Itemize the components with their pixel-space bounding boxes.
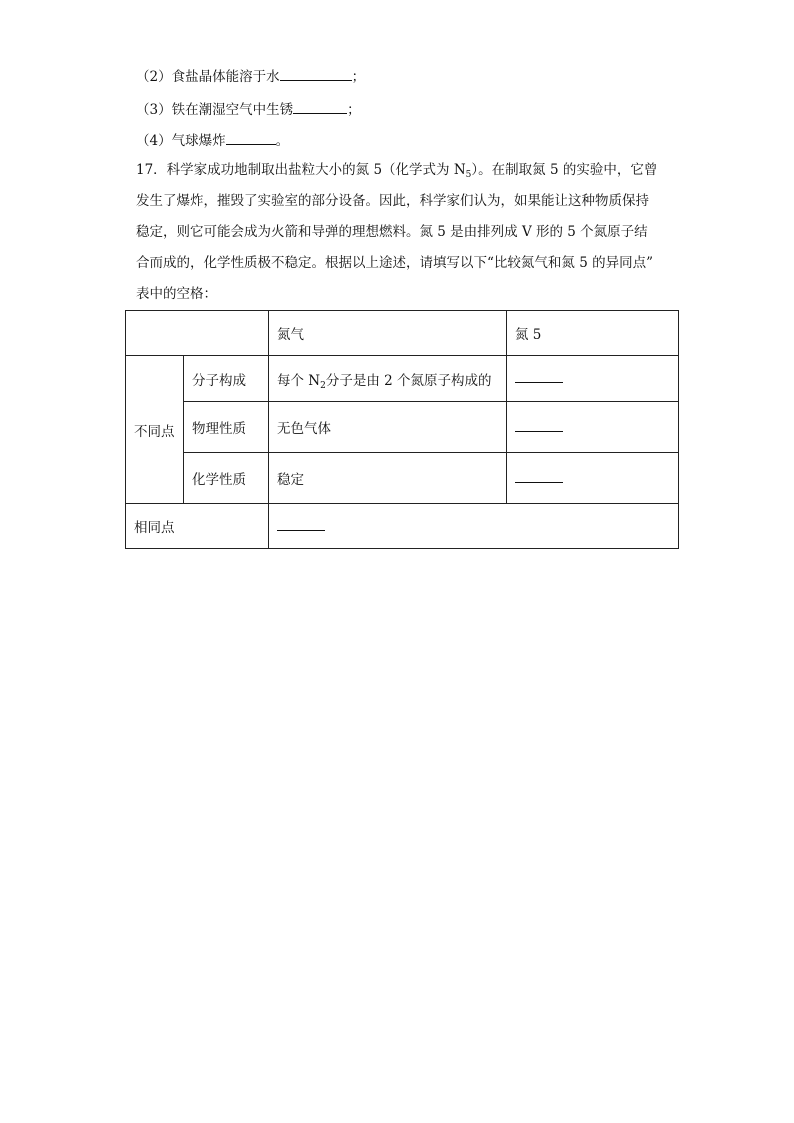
value-subscript: 2 [320,380,326,391]
nitrogen-5-answer-cell [507,356,679,402]
answer-blank-structure[interactable] [515,370,563,383]
header-nitrogen-5: 氮 5 [507,311,679,356]
answer-blank-2[interactable] [280,66,352,81]
table-row [126,402,679,453]
difference-label: 不同点 [126,356,184,504]
question-4-punct: 。 [275,133,290,149]
value-text-a: 每个 N [277,372,321,389]
answer-blank-3[interactable] [293,99,347,114]
table-row [126,356,679,402]
similarity-label: 相同点 [126,504,269,549]
nitrogen-gas-value: 稳定 [269,453,507,504]
question-4 [136,130,289,151]
q17-line-1 [136,160,657,180]
q17-line-2: 发生了爆炸，摧毁了实验室的部分设备。因此，科学家们认为，如果能让这种物质保持 [136,193,649,209]
nitrogen-5-answer-cell [507,402,679,453]
question-3-text: （3）铁在潮湿空气中生锈 [136,102,294,118]
question-3 [136,99,361,120]
question-2 [136,66,365,87]
q17-line-1-a: 17．科学家成功地制取出盐粒大小的氮 5（化学式为 N [136,162,466,178]
question-2-text: （2）食盐晶体能溶于水 [136,69,280,85]
property-label: 物理性质 [184,402,269,453]
answer-blank-physical[interactable] [515,419,563,432]
answer-blank-similarity[interactable] [277,518,325,531]
question-2-punct: ； [351,69,366,85]
question-3-punct: ； [347,102,361,118]
q17-formula-subscript: 5 [465,170,472,180]
q17-line-1-b: ）。在制取氮 5 的实验中，它曾 [471,162,658,178]
q17-line-3: 稳定，则它可能会成为火箭和导弹的理想燃料。氮 5 是由排列成 V 形的 5 个氮原子结 [136,224,648,240]
property-label: 化学性质 [184,453,269,504]
q17-line-5: 表中的空格： [136,286,217,302]
table-header-row [126,311,679,356]
table-row-same [126,504,679,549]
similarity-answer-cell [269,504,679,549]
nitrogen-gas-value [269,356,507,402]
property-label: 分子构成 [184,356,269,402]
table-row [126,453,679,504]
value-text-b: 分子是由 2 个氮原子构成的 [325,372,492,389]
question-4-text: （4）气球爆炸 [136,133,226,149]
comparison-table [125,310,679,549]
header-empty-cell [126,311,269,356]
nitrogen-gas-value: 无色气体 [269,402,507,453]
answer-blank-4[interactable] [226,130,276,145]
nitrogen-5-answer-cell [507,453,679,504]
answer-blank-chemical[interactable] [515,470,563,483]
q17-line-4: 合而成的，化学性质极不稳定。根据以上途述，请填写以下“比较氮气和氮 5 的异同点” [136,255,653,271]
header-nitrogen-gas: 氮气 [269,311,507,356]
